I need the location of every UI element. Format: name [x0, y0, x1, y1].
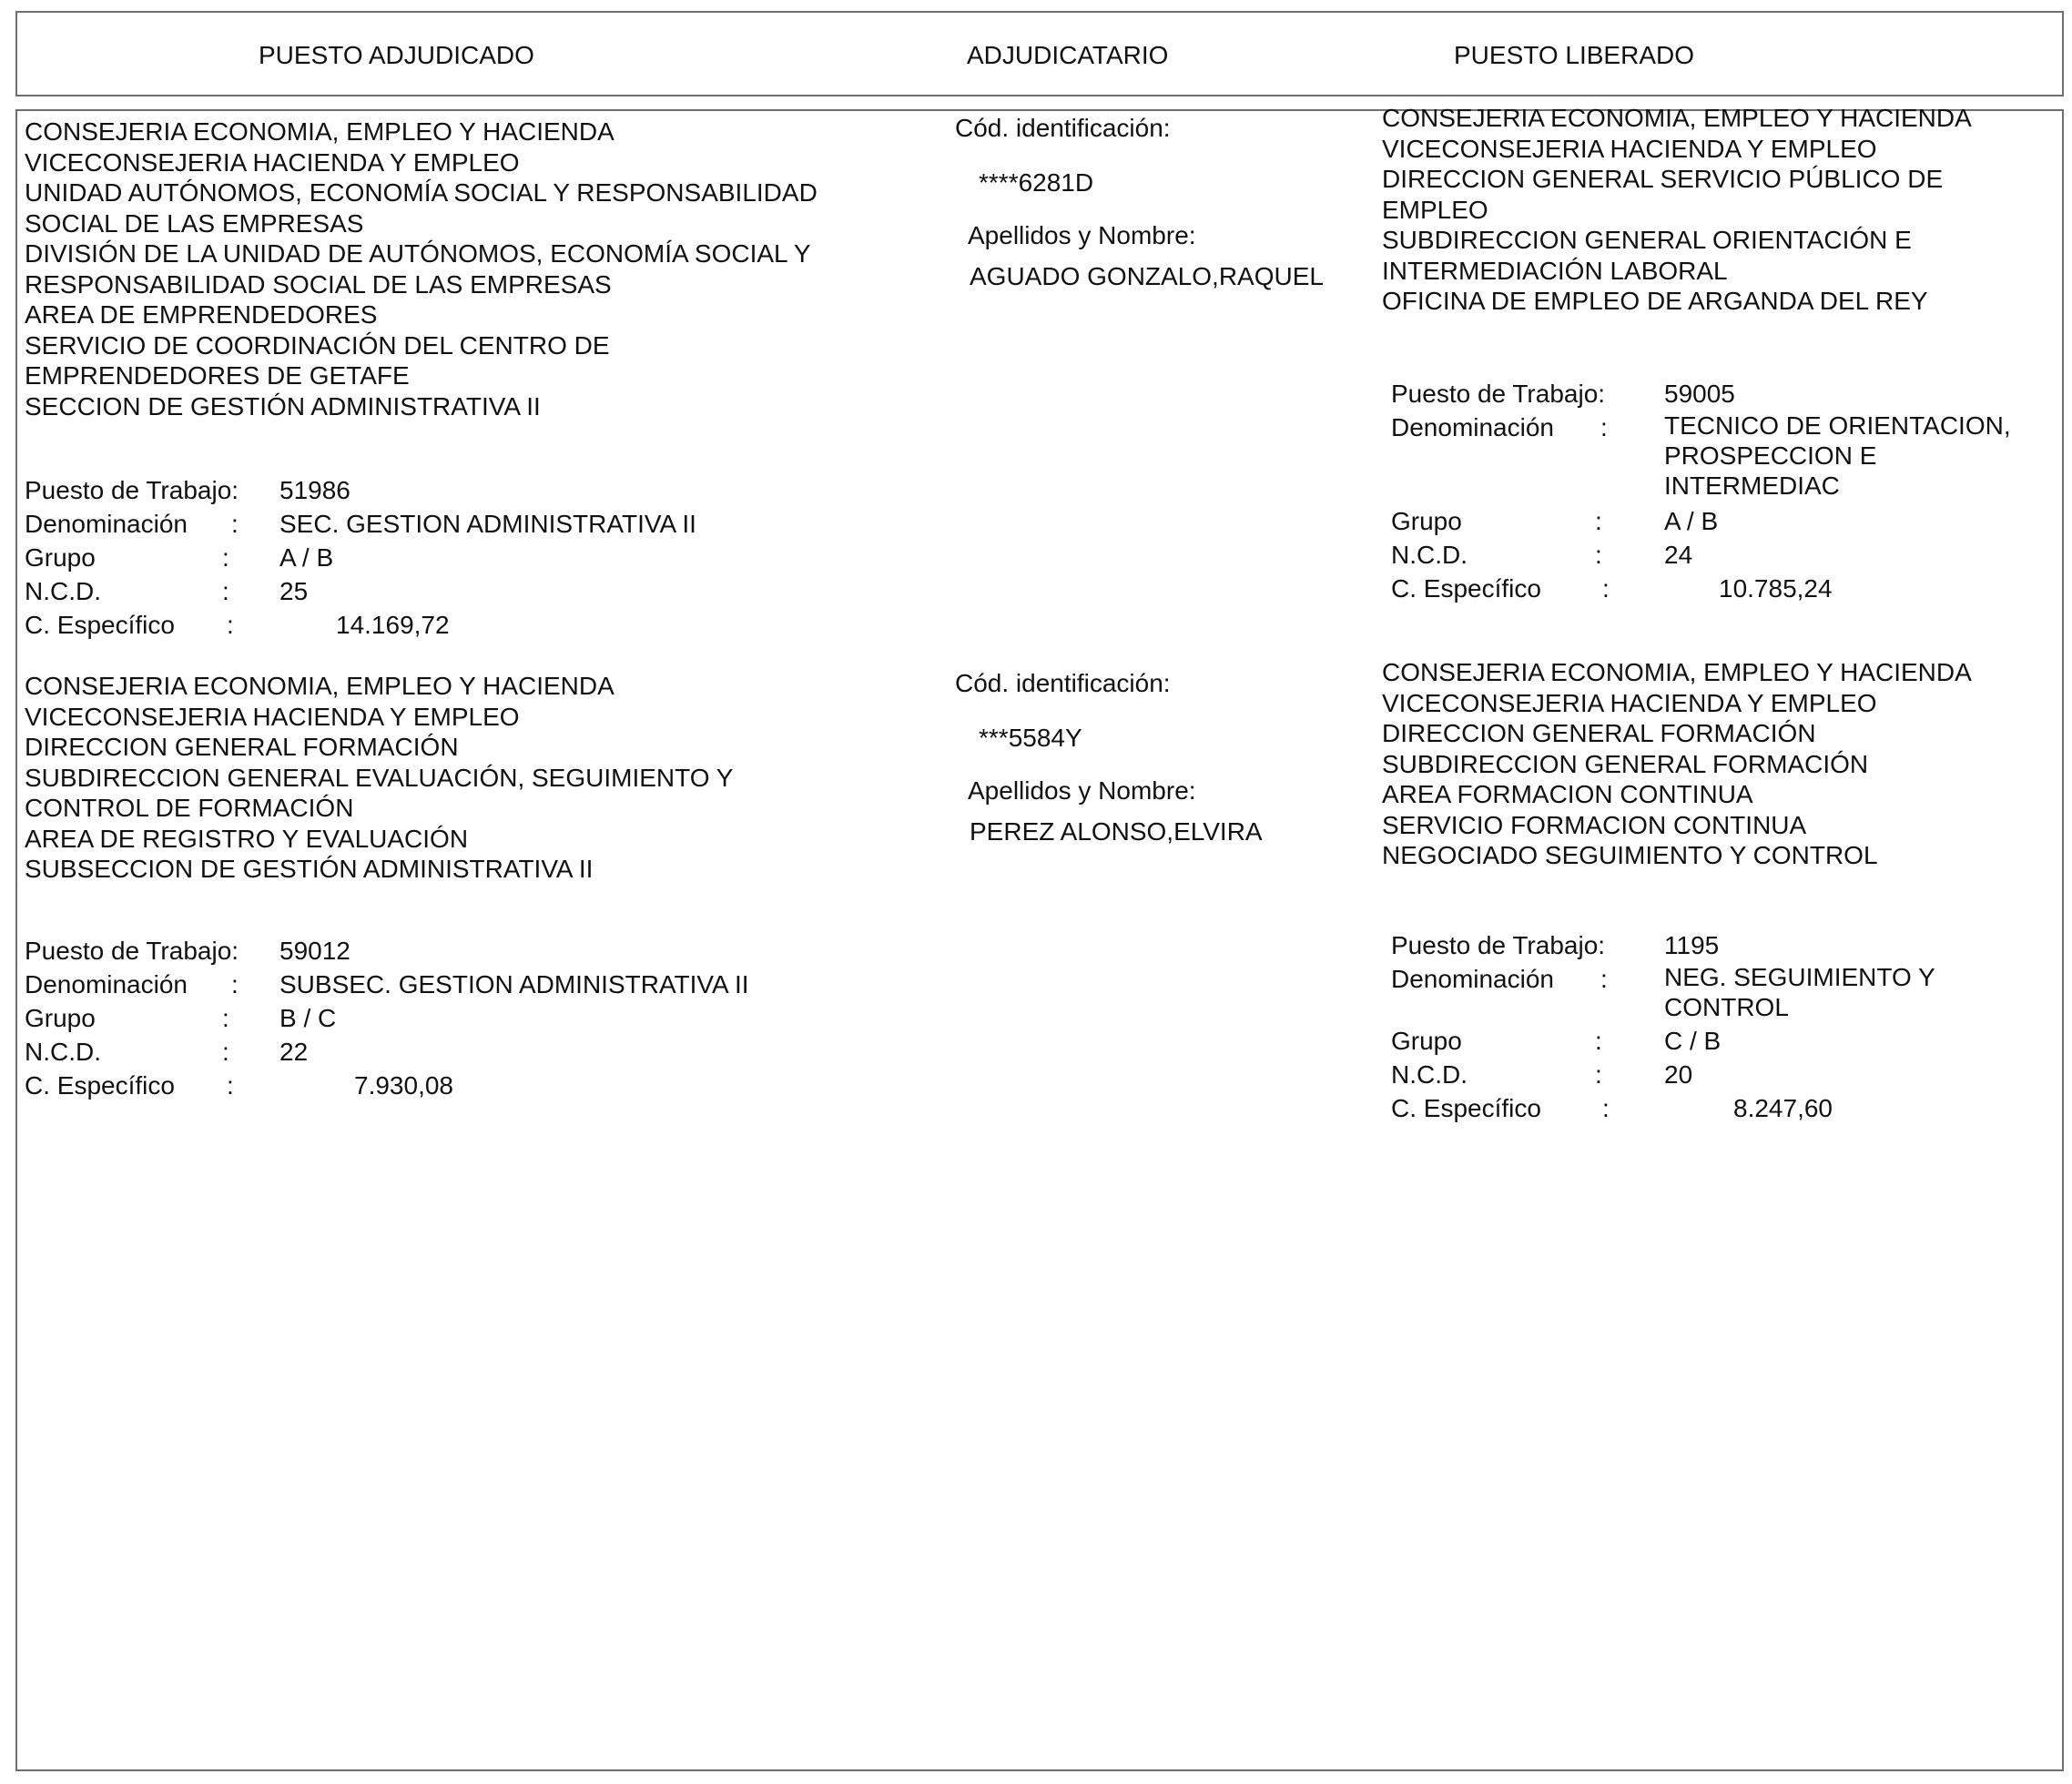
- colon: :: [1600, 413, 1608, 441]
- field-denominacion: [25, 968, 844, 1001]
- adjudicado-fields: [25, 473, 844, 642]
- value-grupo: B / C: [279, 1004, 337, 1032]
- field-puesto: [1391, 377, 2056, 411]
- value-especifico: 14.169,72: [336, 611, 450, 639]
- liberado-org-block: [1382, 103, 1972, 317]
- liberado-org-block: [1382, 657, 1972, 871]
- field-grupo: [25, 1001, 844, 1035]
- org-line: CONSEJERIA ECONOMIA, EMPLEO Y HACIENDA: [1382, 104, 1972, 132]
- label-ncd: N.C.D.: [25, 577, 101, 605]
- value-denominacion: TECNICO DE ORIENTACION, PROSPECCION E INTERMEDIAC: [1664, 411, 2011, 500]
- org-line: CONSEJERIA ECONOMIA, EMPLEO Y HACIENDA: [25, 672, 614, 700]
- label-grupo: Grupo: [1391, 1027, 1462, 1055]
- org-line: SUBSECCION DE GESTIÓN ADMINISTRATIVA II: [25, 855, 594, 883]
- header-puesto-adjudicado: PUESTO ADJUDICADO: [259, 41, 534, 69]
- label-ncd: N.C.D.: [25, 1038, 101, 1066]
- label-especifico: C. Específico: [25, 1071, 175, 1100]
- label-puesto: Puesto de Trabajo:: [1391, 931, 1606, 959]
- liberado-fields: [1391, 377, 2056, 605]
- org-line: UNIDAD AUTÓNOMOS, ECONOMÍA SOCIAL Y RESPONSABILIDAD: [25, 178, 818, 207]
- colon: :: [1600, 965, 1608, 993]
- adjudicado-org-block: [25, 671, 733, 885]
- field-especifico: [25, 1069, 844, 1102]
- header-adjudicatario: ADJUDICATARIO: [967, 41, 1169, 69]
- value-grupo: A / B: [279, 543, 334, 572]
- value-grupo: A / B: [1664, 507, 1719, 535]
- field-especifico: [1391, 572, 2056, 605]
- label-apellidos-nombre: Apellidos y Nombre:: [968, 776, 1196, 805]
- value-cod-identificacion: ***5584Y: [979, 724, 1082, 752]
- org-line: AREA FORMACION CONTINUA: [1382, 780, 1753, 808]
- colon: :: [231, 510, 239, 538]
- org-line: DIRECCION GENERAL SERVICIO PÚBLICO DE: [1382, 165, 1944, 193]
- org-line: OFICINA DE EMPLEO DE ARGANDA DEL REY: [1382, 287, 1928, 315]
- label-especifico: C. Específico: [1391, 574, 1541, 603]
- field-puesto: [25, 473, 844, 507]
- value-especifico: 8.247,60: [1733, 1094, 1833, 1122]
- header-puesto-liberado: PUESTO LIBERADO: [1454, 41, 1695, 69]
- field-ncd: [25, 1035, 844, 1069]
- label-puesto: Puesto de Trabajo:: [25, 476, 239, 504]
- column-header-bar: [15, 11, 2064, 96]
- field-grupo: [1391, 1024, 2056, 1058]
- adjudicatario-block: [955, 113, 1356, 295]
- org-line: DIRECCION GENERAL FORMACIÓN: [25, 733, 459, 761]
- label-grupo: Grupo: [25, 543, 96, 572]
- org-line: AREA DE EMPRENDEDORES: [25, 300, 378, 329]
- org-line: DIRECCION GENERAL FORMACIÓN: [1382, 719, 1816, 747]
- field-denominacion: [25, 507, 844, 541]
- org-line: SERVICIO DE COORDINACIÓN DEL CENTRO DE: [25, 330, 610, 360]
- label-ncd: N.C.D.: [1391, 541, 1468, 569]
- org-line: VICECONSEJERIA HACIENDA Y EMPLEO: [25, 702, 520, 731]
- field-especifico: [1391, 1091, 2056, 1125]
- label-denominacion: Denominación: [25, 970, 188, 998]
- value-apellidos-nombre: PEREZ ALONSO,ELVIRA: [970, 817, 1263, 846]
- field-ncd: [1391, 1058, 2056, 1091]
- field-denominacion: [1391, 962, 2056, 1024]
- value-denominacion: SUBSEC. GESTION ADMINISTRATIVA II: [279, 970, 749, 998]
- value-especifico: 10.785,24: [1719, 574, 1833, 603]
- colon: :: [1595, 507, 1602, 535]
- adjudicado-fields: [25, 934, 844, 1102]
- value-puesto: 59005: [1664, 380, 1735, 408]
- org-line: CONTROL DE FORMACIÓN: [25, 794, 354, 822]
- org-line: CONSEJERIA ECONOMIA, EMPLEO Y HACIENDA: [1382, 658, 1972, 686]
- label-grupo: Grupo: [1391, 507, 1462, 535]
- field-ncd: [1391, 538, 2056, 572]
- value-puesto: 59012: [279, 937, 350, 965]
- adjudicado-org-block: [25, 117, 818, 421]
- label-denominacion: Denominación: [1391, 965, 1554, 993]
- org-line: EMPRENDEDORES DE GETAFE: [25, 361, 410, 390]
- label-puesto: Puesto de Trabajo:: [1391, 380, 1606, 408]
- colon: :: [222, 1004, 229, 1032]
- label-cod-identificacion: Cód. identificación:: [955, 669, 1171, 697]
- label-puesto: Puesto de Trabajo:: [25, 937, 239, 965]
- label-cod-identificacion: Cód. identificación:: [955, 114, 1171, 142]
- colon: :: [1595, 541, 1602, 569]
- label-apellidos-nombre: Apellidos y Nombre:: [968, 221, 1196, 249]
- value-ncd: 22: [279, 1038, 309, 1066]
- value-especifico: 7.930,08: [354, 1071, 453, 1100]
- field-denominacion: [1391, 411, 2056, 504]
- org-line: SOCIAL DE LAS EMPRESAS: [25, 208, 364, 238]
- colon: :: [222, 1038, 229, 1066]
- value-ncd: 25: [279, 577, 309, 605]
- value-denominacion: SEC. GESTION ADMINISTRATIVA II: [279, 510, 696, 538]
- colon: :: [1595, 1027, 1602, 1055]
- org-line: VICECONSEJERIA HACIENDA Y EMPLEO: [25, 147, 520, 177]
- org-line: RESPONSABILIDAD SOCIAL DE LAS EMPRESAS: [25, 269, 612, 299]
- label-denominacion: Denominación: [1391, 413, 1554, 441]
- org-line: SUBDIRECCION GENERAL EVALUACIÓN, SEGUIMIENTO Y: [25, 763, 734, 792]
- org-line: VICECONSEJERIA HACIENDA Y EMPLEO: [1382, 134, 1877, 163]
- colon: :: [231, 970, 239, 998]
- value-apellidos-nombre: AGUADO GONZALO,RAQUEL: [970, 262, 1324, 290]
- colon: :: [1602, 1094, 1610, 1122]
- value-cod-identificacion: ****6281D: [979, 168, 1094, 197]
- org-line: SECCION DE GESTIÓN ADMINISTRATIVA II: [25, 391, 541, 421]
- org-line: AREA DE REGISTRO Y EVALUACIÓN: [25, 824, 469, 853]
- value-ncd: 24: [1664, 541, 1693, 569]
- label-denominacion: Denominación: [25, 510, 188, 538]
- org-line: EMPLEO: [1382, 195, 1488, 224]
- field-puesto: [25, 934, 844, 968]
- label-ncd: N.C.D.: [1391, 1060, 1468, 1089]
- value-grupo: C / B: [1664, 1027, 1722, 1055]
- value-denominacion: NEG. SEGUIMIENTO Y CONTROL: [1664, 963, 1935, 1021]
- colon: :: [227, 1071, 234, 1100]
- org-line: SUBDIRECCION GENERAL FORMACIÓN: [1382, 749, 1869, 778]
- value-puesto: 51986: [279, 476, 350, 504]
- org-line: INTERMEDIACIÓN LABORAL: [1382, 256, 1728, 285]
- field-puesto: [1391, 928, 2056, 962]
- field-ncd: [25, 574, 844, 608]
- label-grupo: Grupo: [25, 1004, 96, 1032]
- adjudicatario-block: [955, 668, 1356, 850]
- org-line: CONSEJERIA ECONOMIA, EMPLEO Y HACIENDA: [25, 117, 614, 146]
- label-especifico: C. Específico: [25, 611, 175, 639]
- org-line: SUBDIRECCION GENERAL ORIENTACIÓN E: [1382, 226, 1912, 254]
- label-especifico: C. Específico: [1391, 1094, 1541, 1122]
- value-puesto: 1195: [1664, 931, 1720, 959]
- org-line: VICECONSEJERIA HACIENDA Y EMPLEO: [1382, 688, 1877, 717]
- field-grupo: [1391, 504, 2056, 538]
- colon: :: [222, 543, 229, 572]
- value-ncd: 20: [1664, 1060, 1693, 1089]
- org-line: DIVISIÓN DE LA UNIDAD DE AUTÓNOMOS, ECONOMÍA SOCIAL Y: [25, 239, 811, 268]
- colon: :: [1602, 574, 1610, 603]
- colon: :: [222, 577, 229, 605]
- colon: :: [1595, 1060, 1602, 1089]
- field-grupo: [25, 541, 844, 574]
- org-line: NEGOCIADO SEGUIMIENTO Y CONTROL: [1382, 841, 1878, 869]
- liberado-fields: [1391, 928, 2056, 1125]
- field-especifico: [25, 608, 844, 642]
- colon: :: [227, 611, 234, 639]
- org-line: SERVICIO FORMACION CONTINUA: [1382, 810, 1807, 839]
